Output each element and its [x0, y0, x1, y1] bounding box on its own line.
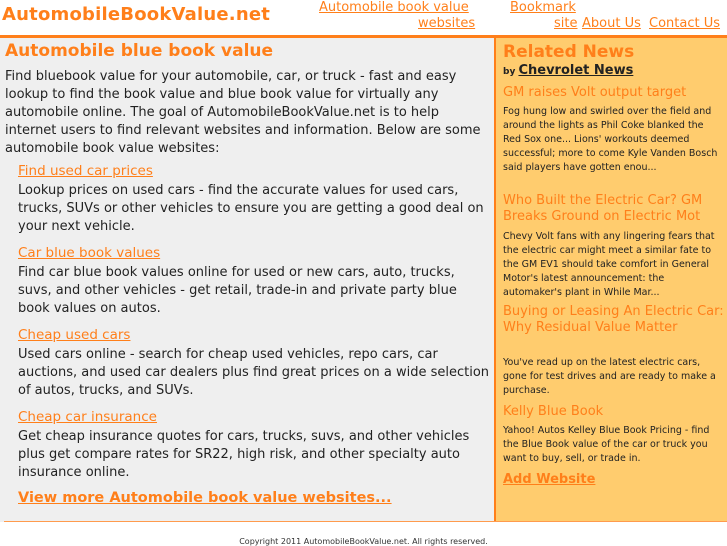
news-summary: You've read up on the latest electric cars, gone for test drives and are ready to make a purchase. — [503, 357, 716, 396]
item-description: Used cars online - search for cheap used vehicles, repo cars, car auctions, and used car dealers plus find great prices on a wide selection of autos, trucks, and SUVs. — [18, 347, 490, 398]
related-news-sidebar — [496, 38, 727, 522]
cheap-used-cars-link[interactable]: Cheap used cars — [18, 327, 131, 343]
item-description: Get cheap insurance quotes for cars, trucks, suvs, and other vehicles plus get compare rates for SR22, high risk, and other specialty auto insurance online. — [18, 429, 470, 480]
bookmark-link-line1[interactable]: Bookmark — [510, 0, 576, 15]
intro-text: Find bluebook value for your automobile, car, or truck - fast and easy lookup to find the book value and blue book value for virtually any automobile online. The goal of AutomobileBookValue.net is to help internet users to find relevant websites and information. Below are some automobile book value websites: — [5, 69, 481, 156]
footer-divider — [4, 521, 727, 522]
news-byline — [503, 63, 633, 78]
add-website-link[interactable]: Add Website — [503, 472, 596, 487]
find-used-car-prices-link[interactable]: Find used car prices — [18, 163, 153, 179]
news-summary: Fog hung low and swirled over the field and around the lights as Phil Coke blanked the Red Sox one... Lions' workouts deemed successful; more to come Kyle Vanden Bosch said players have gotten enou... — [503, 106, 718, 173]
news-title-link[interactable]: Kelly Blue Book — [503, 404, 604, 419]
car-blue-book-values-link[interactable]: Car blue book values — [18, 245, 161, 261]
sidebar-title: Related News — [503, 42, 635, 62]
site-header — [0, 0, 727, 36]
view-more-websites-link[interactable]: View more Automobile book value websites... — [18, 490, 392, 506]
contact-us-link[interactable]: Contact Us — [649, 16, 720, 31]
news-summary: Yahoo! Autos Kelley Blue Book Pricing - find the Blue Book value of the car or truck you want to buy, sell, or trade in. — [503, 425, 710, 464]
websites-link-line1[interactable]: Automobile book value — [319, 0, 469, 15]
news-summary: Chevy Volt fans with any lingering fears that the electric car might meet a similar fate to the GM EV1 should take comfort in General Motor's latest announcement: the automaker's plant in While Mar... — [503, 231, 715, 298]
footer-copyright: Copyright 2011 AutomobileBookValue.net. All rights reserved. — [239, 537, 488, 546]
about-us-link[interactable]: About Us — [582, 16, 641, 31]
main-content — [0, 38, 494, 522]
item-description: Find car blue book values online for used or new cars, auto, trucks, suvs, and other vehicles - get retail, trade-in and private party blue book values on autos. — [18, 265, 457, 316]
news-title-link[interactable]: Buying or Leasing An Electric Car: Why Residual Value Matter — [503, 304, 724, 335]
news-source-link[interactable]: Chevrolet News — [518, 63, 634, 78]
websites-link-line2[interactable]: websites — [418, 16, 476, 31]
news-title-link[interactable]: Who Built the Electric Car? GM Breaks Ground on Electric Mot — [503, 193, 703, 224]
byline-prefix: by — [503, 67, 516, 77]
page-title: Automobile blue book value — [5, 41, 274, 61]
news-title-link[interactable]: GM raises Volt output target — [503, 85, 687, 100]
cheap-car-insurance-link[interactable]: Cheap car insurance — [18, 409, 157, 425]
site-logo[interactable]: AutomobileBookValue.net — [2, 4, 271, 25]
item-description: Lookup prices on used cars - find the accurate values for used cars, trucks, SUVs or other vehicles to ensure you are getting a good deal on your next vehicle. — [18, 183, 484, 234]
bookmark-link-line2[interactable]: site — [554, 16, 578, 31]
